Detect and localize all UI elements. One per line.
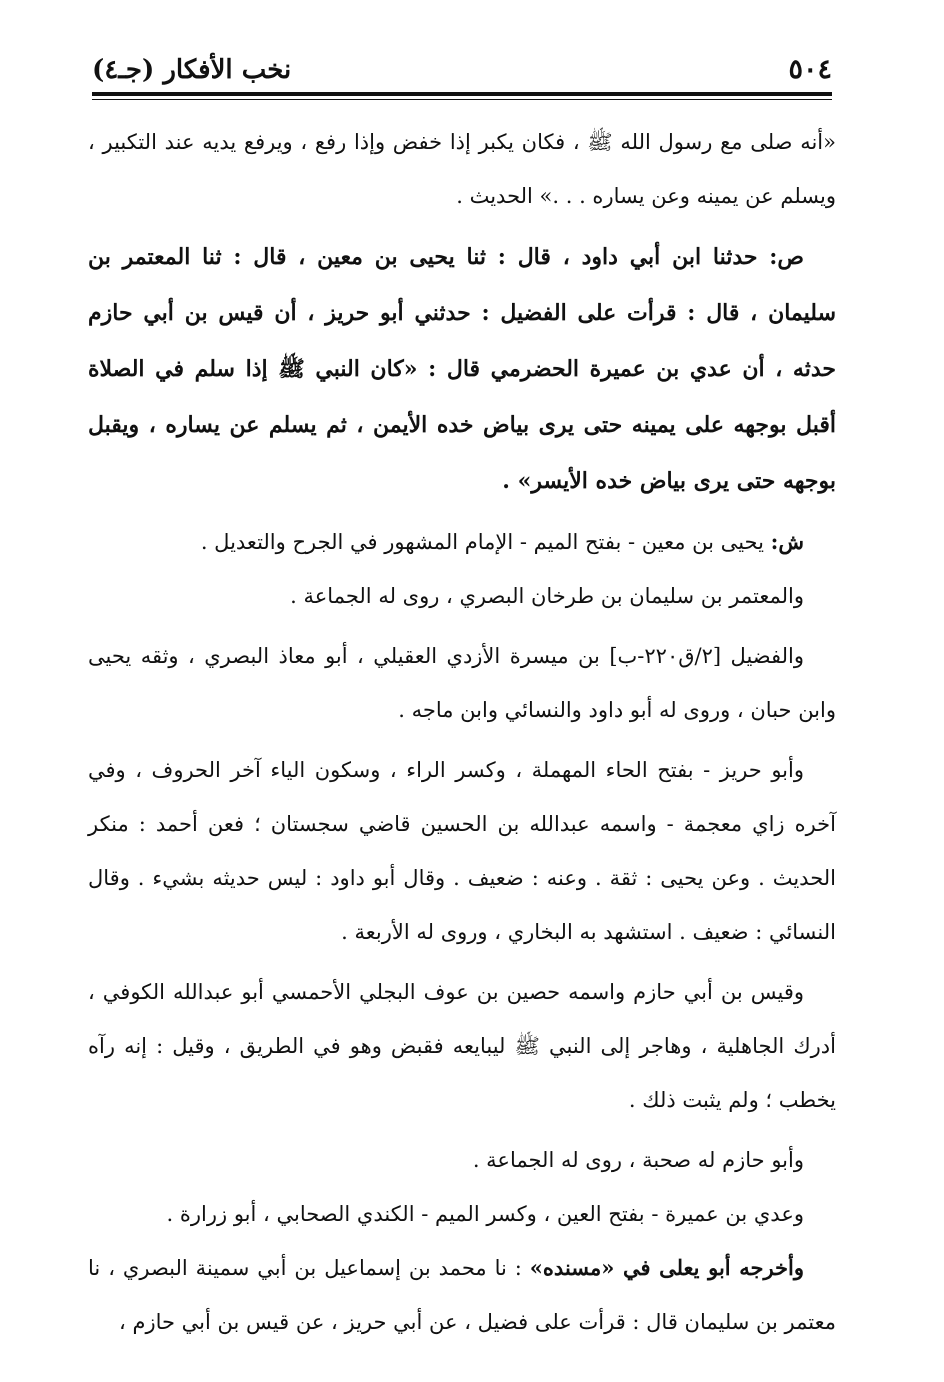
narrator-paragraph	[88, 629, 836, 737]
header-rule-thin	[92, 99, 832, 100]
paragraph-text: والفضيل [٢/ق٢٢٠-ب] بن ميسرة الأزدي العقيلي ، أبو معاذ البصري ، وثقه يحيى وابن حبان ، وروى له أبو داود والنسائي وابن ماجه .	[88, 644, 836, 722]
page-number: ٥٠٤	[788, 54, 832, 85]
narrator-paragraph	[88, 569, 836, 623]
paragraph-lead: ش:	[770, 529, 804, 554]
paragraph-text: وعدي بن عميرة - بفتح العين ، وكسر الميم - الكندي الصحابي ، أبو زرارة .	[166, 1202, 804, 1226]
narrator-paragraph	[88, 1133, 836, 1187]
hadith-isnad-paragraph	[88, 229, 836, 509]
paragraph-text: وقيس بن أبي حازم واسمه حصين بن عوف البجلي الأحمسي أبو عبدالله الكوفي ، أدرك الجاهلية ، وهاجر إلى النبي ﷺ ليبايعه فقبض وهو في الطريق ، وقيل : إنه رآه يخطب ؛ ولم يثبت ذلك .	[88, 980, 836, 1112]
paragraph-text: يحيى بن معين - بفتح الميم - الإمام المشهور في الجرح والتعديل .	[200, 530, 771, 554]
paragraph-lead: وأخرجه أبو يعلى في «مسنده»	[529, 1255, 805, 1280]
narrator-paragraph	[88, 1187, 836, 1241]
narrator-paragraph	[88, 743, 836, 959]
header-rule-thick	[92, 92, 832, 96]
paragraph-text: «أنه صلى مع رسول الله ﷺ ، فكان يكبر إذا خفض وإذا رفع ، ويرفع يديه عند التكبير ، ويسلم عن يمينه وعن يساره . . .» الحديث .	[88, 130, 836, 208]
paragraph-text: ص: حدثنا ابن أبي داود ، قال : ثنا يحيى بن معين ، قال : ثنا المعتمر بن سليمان ، قال : قرأت على الفضيل : حدثني أبو حريز ، أن قيس بن أبي حازم حدثه ، أن عدي بن عميرة الحضرمي قال : «كان النبي ﷺ إذا سلم في الصلاة أقبل بوجهه على يمينه حتى يرى بياض خده الأيمن ، ثم يسلم عن يساره ، ويقبل بوجهه حتى يرى بياض خده الأيسر» .	[88, 244, 836, 494]
hadith-quote-continuation	[88, 115, 836, 223]
narrator-paragraph	[88, 965, 836, 1127]
commentary-paragraph	[88, 515, 836, 569]
paragraph-text: والمعتمر بن سليمان بن طرخان البصري ، روى له الجماعة .	[290, 584, 804, 608]
takhrij-paragraph	[88, 1241, 836, 1349]
book-title: نخب الأفكار (جـ٤)	[92, 55, 292, 85]
paragraph-text: وأبو حازم له صحبة ، روى له الجماعة .	[472, 1148, 804, 1172]
paragraph-text: وأبو حريز - بفتح الحاء المهملة ، وكسر الراء ، وسكون الياء آخر الحروف ، وفي آخره زاي معجمة - واسمه عبدالله بن الحسين قاضي سجستان ؛ فعن أحمد : منكر الحديث . وعن يحيى : ثقة . وعنه : ضعيف . وقال أبو داود : ليس حديثه بشيء . وقال النسائي : ضعيف . استشهد به البخاري ، وروى له الأربعة .	[88, 758, 836, 944]
body-text	[88, 115, 836, 1349]
paragraph-text: : نا محمد بن إسماعيل بن أبي سمينة البصري ، نا معتمر بن سليمان قال : قرأت على فضيل ، عن أبي حريز ، عن قيس بن أبي حازم ،	[88, 1256, 836, 1334]
running-header	[92, 50, 832, 90]
